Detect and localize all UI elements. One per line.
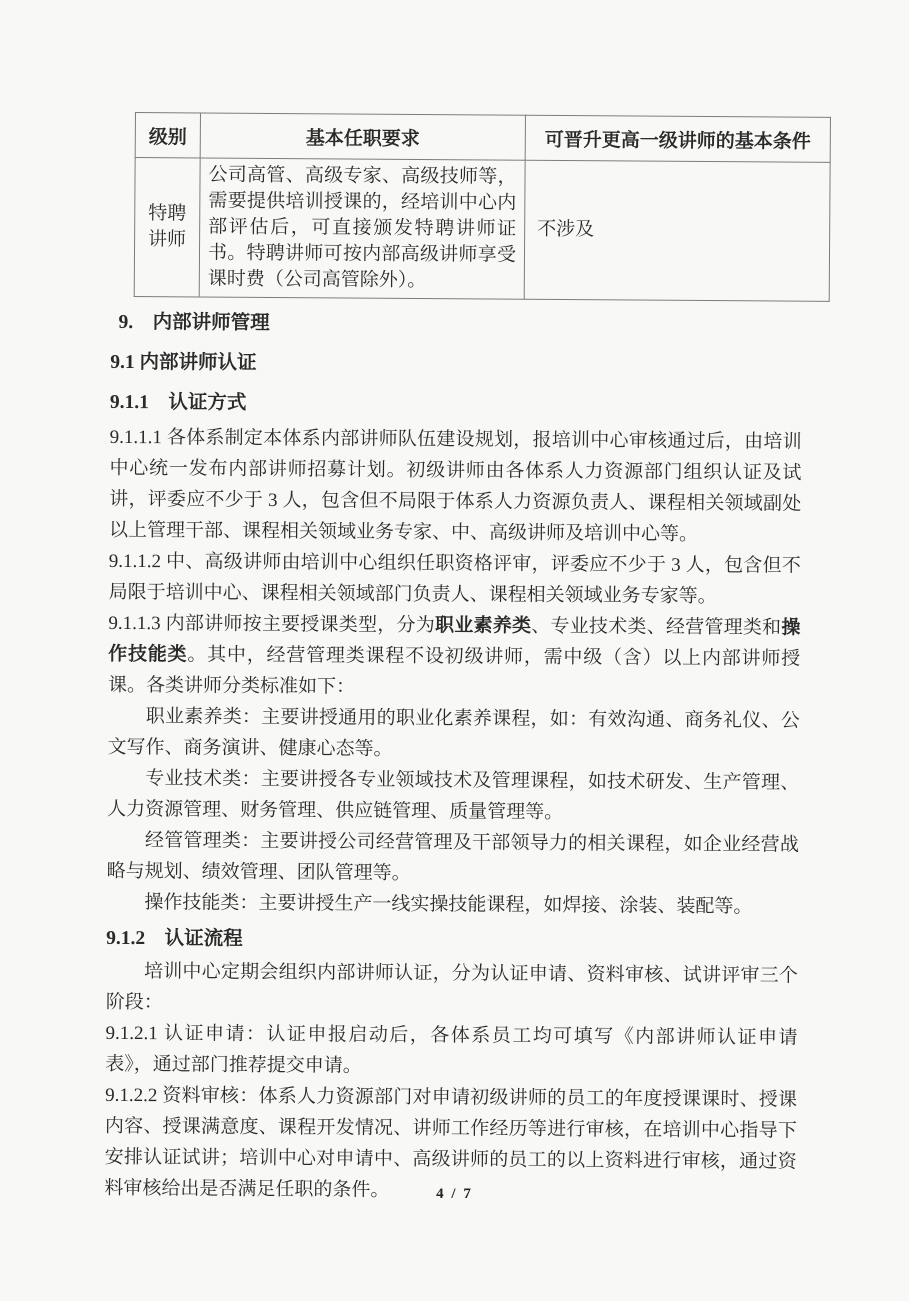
cell-promotion: 不涉及 <box>524 160 830 301</box>
paragraph-9113-bold-operational: 操作技能类 <box>108 617 801 666</box>
col-header-level: 级别 <box>135 113 200 158</box>
paragraph-9113-mid: 、专业技术类、经营管理类和 <box>531 615 782 639</box>
cell-requirements: 公司高管、高级专家、高级技师等，需要提供培训授课的，经培训中心内部评估后，可直接颁发特聘讲师证书。特聘讲师可按内部高级讲师享受课时费（公司高管除外）。 <box>199 158 525 299</box>
lecturer-level-table <box>134 112 831 302</box>
paragraph-category-technical: 专业技术类：主要讲授各专业领域技术及管理课程，如技术研发、生产管理、人力资源管理、财务管理、供应链管理、质量管理等。 <box>107 768 800 824</box>
paragraph-9111: 9.1.1.1 各体系制定本体系内部讲师队伍建设规划，报培训中心审核通过后，由培训中心统一发布内部讲师招募计划。初级讲师由各体系人力资源部门组织认证及试讲，评委应不少于 3 人，包含但不局限于体系人力资源负责人、课程相关领域副处以上管理干部、课程相关领域业务专家、中、高级讲师及培训中心等。 <box>108 426 802 545</box>
paragraph-category-operational: 操作技能类：主要讲授生产一线实操技能课程，如焊接、涂装、装配等。 <box>144 892 753 918</box>
paragraph-9112: 9.1.1.2 中、高级讲师由培训中心组织任职资格评审，评委应不少于 3 人，包含但不局限于培训中心、课程相关领域部门负责人、课程相关领域业务专家等。 <box>108 550 801 608</box>
page-number: 4 / 7 <box>436 1186 473 1202</box>
paragraph-9113-prefix: 9.1.1.3 内部讲师按主要授课类型，分为 <box>108 612 436 637</box>
paragraph-9113 <box>108 608 801 706</box>
paragraph-category-professional: 职业素养类：主要讲授通用的职业化素养课程，如：有效沟通、商务礼仪、公文写作、商务演讲、健康心态等。 <box>107 706 800 760</box>
col-header-requirements: 基本任职要求 <box>200 113 525 160</box>
paragraph-9113-bold-professional: 职业素养类 <box>434 615 532 637</box>
table-row <box>134 158 830 302</box>
paragraph-9113-suffix: 。其中，经营管理类课程不设初级讲师，需中级（含）以上内部讲师授课。各类讲师分类标准如下： <box>107 644 801 698</box>
paragraph-912-intro: 培训中心定期会组织内部讲师认证，分为认证申请、资料审核、试讲评审三个阶段： <box>105 961 799 1014</box>
cell-level: 特聘讲师 <box>134 158 200 297</box>
paragraph-9121: 9.1.2.1 认证申请：认证申报启动后，各体系员工均可填写《内部讲师认证申请表》，通过部门推荐提交申请。 <box>105 1022 798 1077</box>
heading-certification-method: 9.1.1 认证方式 <box>109 391 247 414</box>
col-header-promotion: 可晋升更高一级讲师的基本条件 <box>525 115 830 162</box>
heading-internal-lecturer-management: 9. 内部讲师管理 <box>118 311 270 334</box>
paragraph-category-management: 经管管理类：主要讲授公司经营管理及干部领导力的相关课程，如企业经营战略与规划、绩效管理、团队管理等。 <box>106 830 799 884</box>
heading-internal-lecturer-certification: 9.1 内部讲师认证 <box>110 351 257 374</box>
heading-certification-process: 9.1.2 认证流程 <box>106 927 243 950</box>
paragraph-9122: 9.1.2.2 资料审核：体系人力资源部门对申请初级讲师的员工的年度授课课时、授课内容、授课满意度、课程开发情况、讲师工作经历等进行审核，在培训中心指导下安排认证试讲；培训中心对申请中、高级讲师的员工的以上资料进行审核，通过资料审核给出是否满足任职的条件。 <box>104 1084 798 1201</box>
table-header-row <box>135 113 830 163</box>
